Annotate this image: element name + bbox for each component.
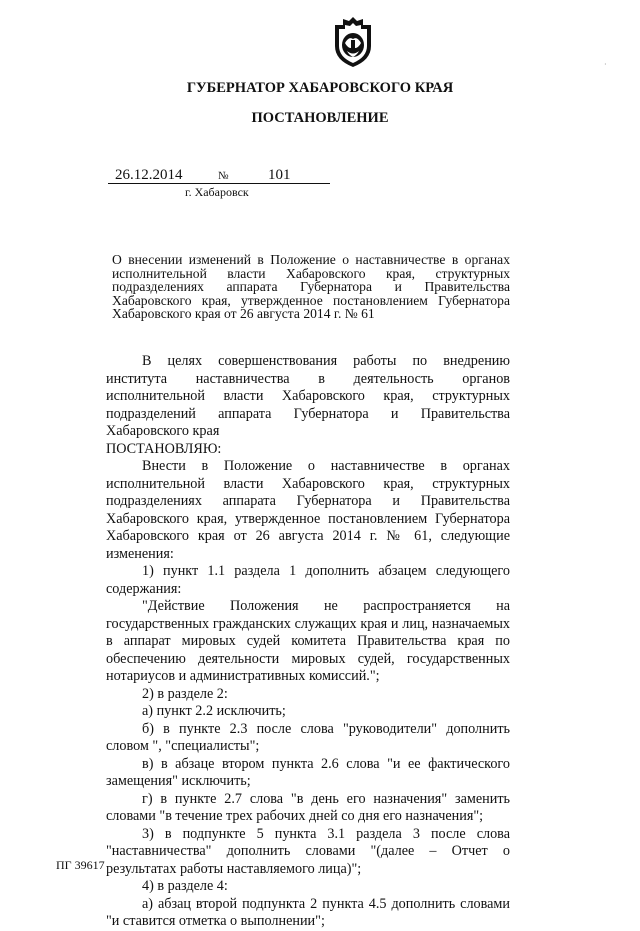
body-paragraph: а) абзац второй подпункта 2 пункта 4.5 дополнить словами "и ставится отметка о выполнении"; (106, 895, 510, 929)
body-paragraph: г) в пункте 2.7 слова "в день его назначения" заменить словами "в течение трех рабочих дней со дня его назначения"; (106, 790, 510, 824)
body-paragraph: Внести в Положение о наставничестве в органах исполнительной власти Хабаровского края, структурных подразделениях аппарата Губернатора и Правительства Хабаровского края, утвержденное постановлением Губернатора Хабаровского края от 26 августа 2014 г. № 61, следующие изменения: (106, 458, 510, 562)
body-paragraph: 4) в разделе 4: (142, 878, 228, 894)
decree-number: 101 (268, 167, 291, 183)
date-number-underline (108, 183, 330, 184)
decree-verb: ПОСТАНОВЛЯЮ: (106, 440, 222, 457)
body-paragraph: "Действие Положения не распространяется на государственных гражданских служащих края и лиц, назначаемых в аппарат мировых судей комитета Правительства края по обеспечению деятельности мировых судей, государственных нотариусов и административных комиссий."; (106, 598, 510, 684)
coat-of-arms-emblem (332, 16, 374, 68)
body-paragraph: 3) в подпункте 5 пункта 3.1 раздела 3 после слова "наставничества" дополнить словами "(далее – Отчет о результатах работы наставляемого лица)"; (106, 825, 510, 877)
footer-code: ПГ 39617 (56, 858, 105, 872)
body-paragraph: в) в абзаце втором пункта 2.6 слова "и ее фактического замещения" исключить; (106, 755, 510, 789)
body-paragraph: б) в пункте 2.3 после слова "руководители" дополнить словом ", "специалисты"; (106, 720, 510, 754)
body-paragraph: 1) пункт 1.1 раздела 1 дополнить абзацем следующего содержания: (106, 563, 510, 597)
body-paragraph: 2) в разделе 2: (142, 685, 228, 702)
decree-body (106, 353, 510, 931)
body-paragraph: а) пункт 2.2 исключить; (142, 703, 286, 719)
document-type-title: ПОСТАНОВЛЕНИЕ (251, 110, 389, 126)
issue-city: г. Хабаровск (185, 185, 249, 199)
margin-mark: · (604, 60, 607, 69)
decree-subject: О внесении изменений в Положение о наставничестве в органах исполнительной власти Хабаровского края, структурных подразделениях аппарата Губернатора и Правительства Хабаровского края, утвержденное постановлением Губернатора Хабаровского края от 26 августа 2014 г. № 61 (112, 252, 510, 321)
issuer-title: ГУБЕРНАТОР ХАБАРОВСКОГО КРАЯ (186, 80, 454, 96)
decree-date: 26.12.2014 (115, 167, 183, 183)
preamble-paragraph: В целях совершенствования работы по внедрению института наставничества в деятельность органов исполнительной власти Хабаровского края, структурных подразделений аппарата Губернатора и Правительства Хабаровского края (106, 353, 510, 439)
number-sign: № (218, 170, 229, 182)
